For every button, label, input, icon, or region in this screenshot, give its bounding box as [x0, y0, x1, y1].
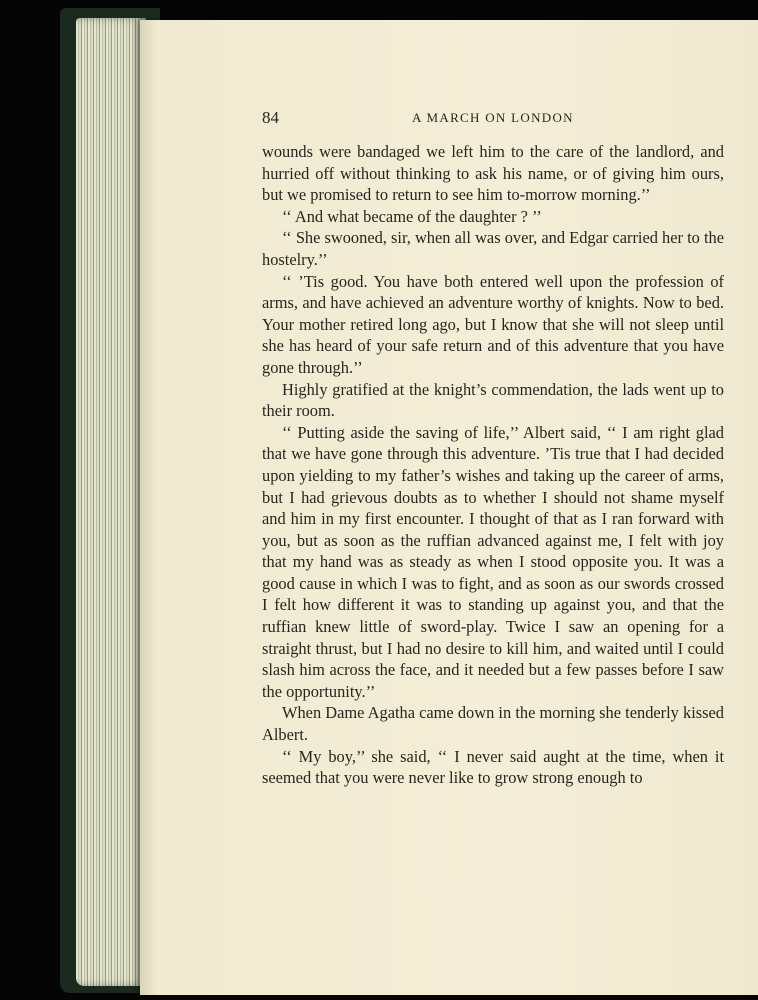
paragraph: ‘‘ She swooned, sir, when all was over, and Edgar carried her to the hostelry.’’: [262, 228, 724, 269]
page-number: 84: [262, 108, 279, 127]
paragraph: ‘‘ Putting aside the saving of life,’’ Albert said, ‘‘ I am right glad that we have gone through this adventure. ’Tis true that I had decided upon yielding to my father’s wishes and taking up the career of arms, but I had grievous doubts as to whether I should not shame myself and him in my first encounter. I thought of that as I ran forward with you, but as soon as the ruffian advanced against me, I felt with joy that my hand was as steady as when I stood opposite you. It was a good cause in which I was to fight, and as soon as our swords crossed I felt how different it was to standing up against you, and that the ruffian knew little of sword-play. Twice I saw an opening for a straight thrust, but I had no desire to kill him, and waited until I could slash him across the face, and it needed but a few passes before I saw the opportunity.’’: [262, 422, 724, 701]
book-page: [140, 20, 758, 995]
paragraph: ‘‘ ’Tis good. You have both entered well upon the profession of arms, and have achieved an adventure worthy of knights. Now to bed. Your mother retired long ago, but I know that she will not sleep until she has heard of your safe return and of this adventure that you have gone through.’’: [262, 271, 724, 377]
body-text: [262, 141, 724, 789]
paragraph: When Dame Agatha came down in the morning she tenderly kissed Albert.: [262, 703, 724, 745]
paragraph: Highly gratified at the knight’s commendation, the lads went up to their room.: [262, 379, 724, 421]
paragraph: ‘‘ And what became of the daughter ? ’’: [282, 206, 542, 226]
paragraph: wounds were bandaged we left him to the care of the landlord, and hurried off without thinking to ask his name, or of giving him ours, but we promised to return to see him to-morrow morning.’’: [262, 142, 724, 205]
page-stack-edges: [76, 18, 146, 986]
page-header: [262, 108, 732, 128]
paragraph: ‘‘ My boy,’’ she said, ‘‘ I never said aught at the time, when it seemed that you were never like to grow strong enough to: [262, 746, 724, 788]
running-title: A MARCH ON LONDON: [412, 110, 574, 125]
